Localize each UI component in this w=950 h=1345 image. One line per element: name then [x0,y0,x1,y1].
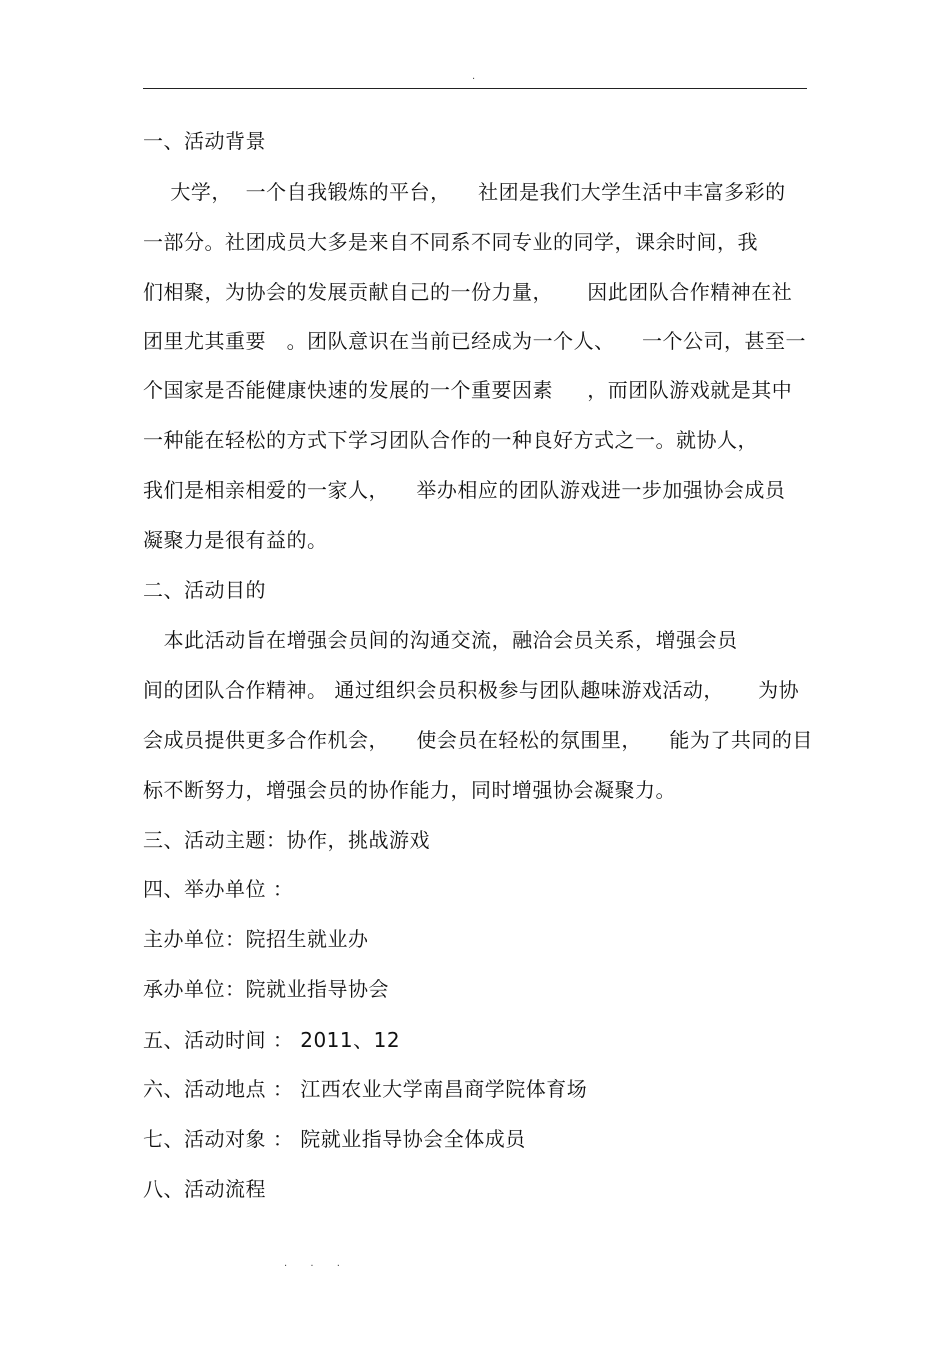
paragraph-line: 一种能在轻松的方式下学习团队合作的一种良好方式之一。就协人， [143,428,758,452]
activity-time: 五、活动时间 ： 2011、12 [143,1028,401,1052]
section-heading-organizers: 四、举办单位 ： [143,877,294,901]
paragraph-line: 间的团队合作精神。 通过组织会员积极参与团队趣味游戏活动， 为协 [143,678,800,702]
paragraph-line: 大学， 一个自我锻炼的平台， 社团是我们大学生活中丰富多彩的 [143,180,786,204]
paragraph-line: 会成员提供更多合作机会， 使会员在轻松的氛围里， 能为了共同的目 [143,728,813,752]
header-mark: . [472,71,476,82]
paragraph-line: 凝聚力是很有益的。 [143,528,328,552]
section-heading-purpose: 二、活动目的 [143,578,266,602]
paragraph-line: 们相聚，为协会的发展贡献自己的一份力量， 因此团队合作精神在社 [143,280,793,304]
host-unit: 主办单位：院招生就业办 [143,927,369,951]
paragraph-line: 团里尤其重要 。团队意识在当前已经成为一个人、 一个公司，甚至一 [143,329,807,353]
section-heading-background: 一、活动背景 [143,129,266,153]
activity-theme: 三、活动主题：协作，挑战游戏 [143,828,430,852]
paragraph-line: 本此活动旨在增强会员间的沟通交流，融洽会员关系，增强会员 [143,628,738,652]
paragraph-line: 标不断努力，增强会员的协作能力，同时增强协会凝聚力。 [143,778,676,802]
header-rule [143,88,807,89]
paragraph-line: 一部分。社团成员大多是来自不同系不同专业的同学，课余时间，我 [143,230,758,254]
activity-location: 六、活动地点 ： 江西农业大学南昌商学院体育场 [143,1077,588,1101]
undertaker-unit: 承办单位：院就业指导协会 [143,977,389,1001]
activity-audience: 七、活动对象 ： 院就业指导协会全体成员 [143,1127,526,1151]
footer-mark: . . . [284,1258,350,1269]
paragraph-line: 个国家是否能健康快速的发展的一个重要因素 ，而团队游戏就是其中 [143,378,793,402]
paragraph-line: 我们是相亲相爱的一家人， 举办相应的团队游戏进一步加强协会成员 [143,478,786,502]
section-heading-process: 八、活动流程 [143,1177,266,1201]
